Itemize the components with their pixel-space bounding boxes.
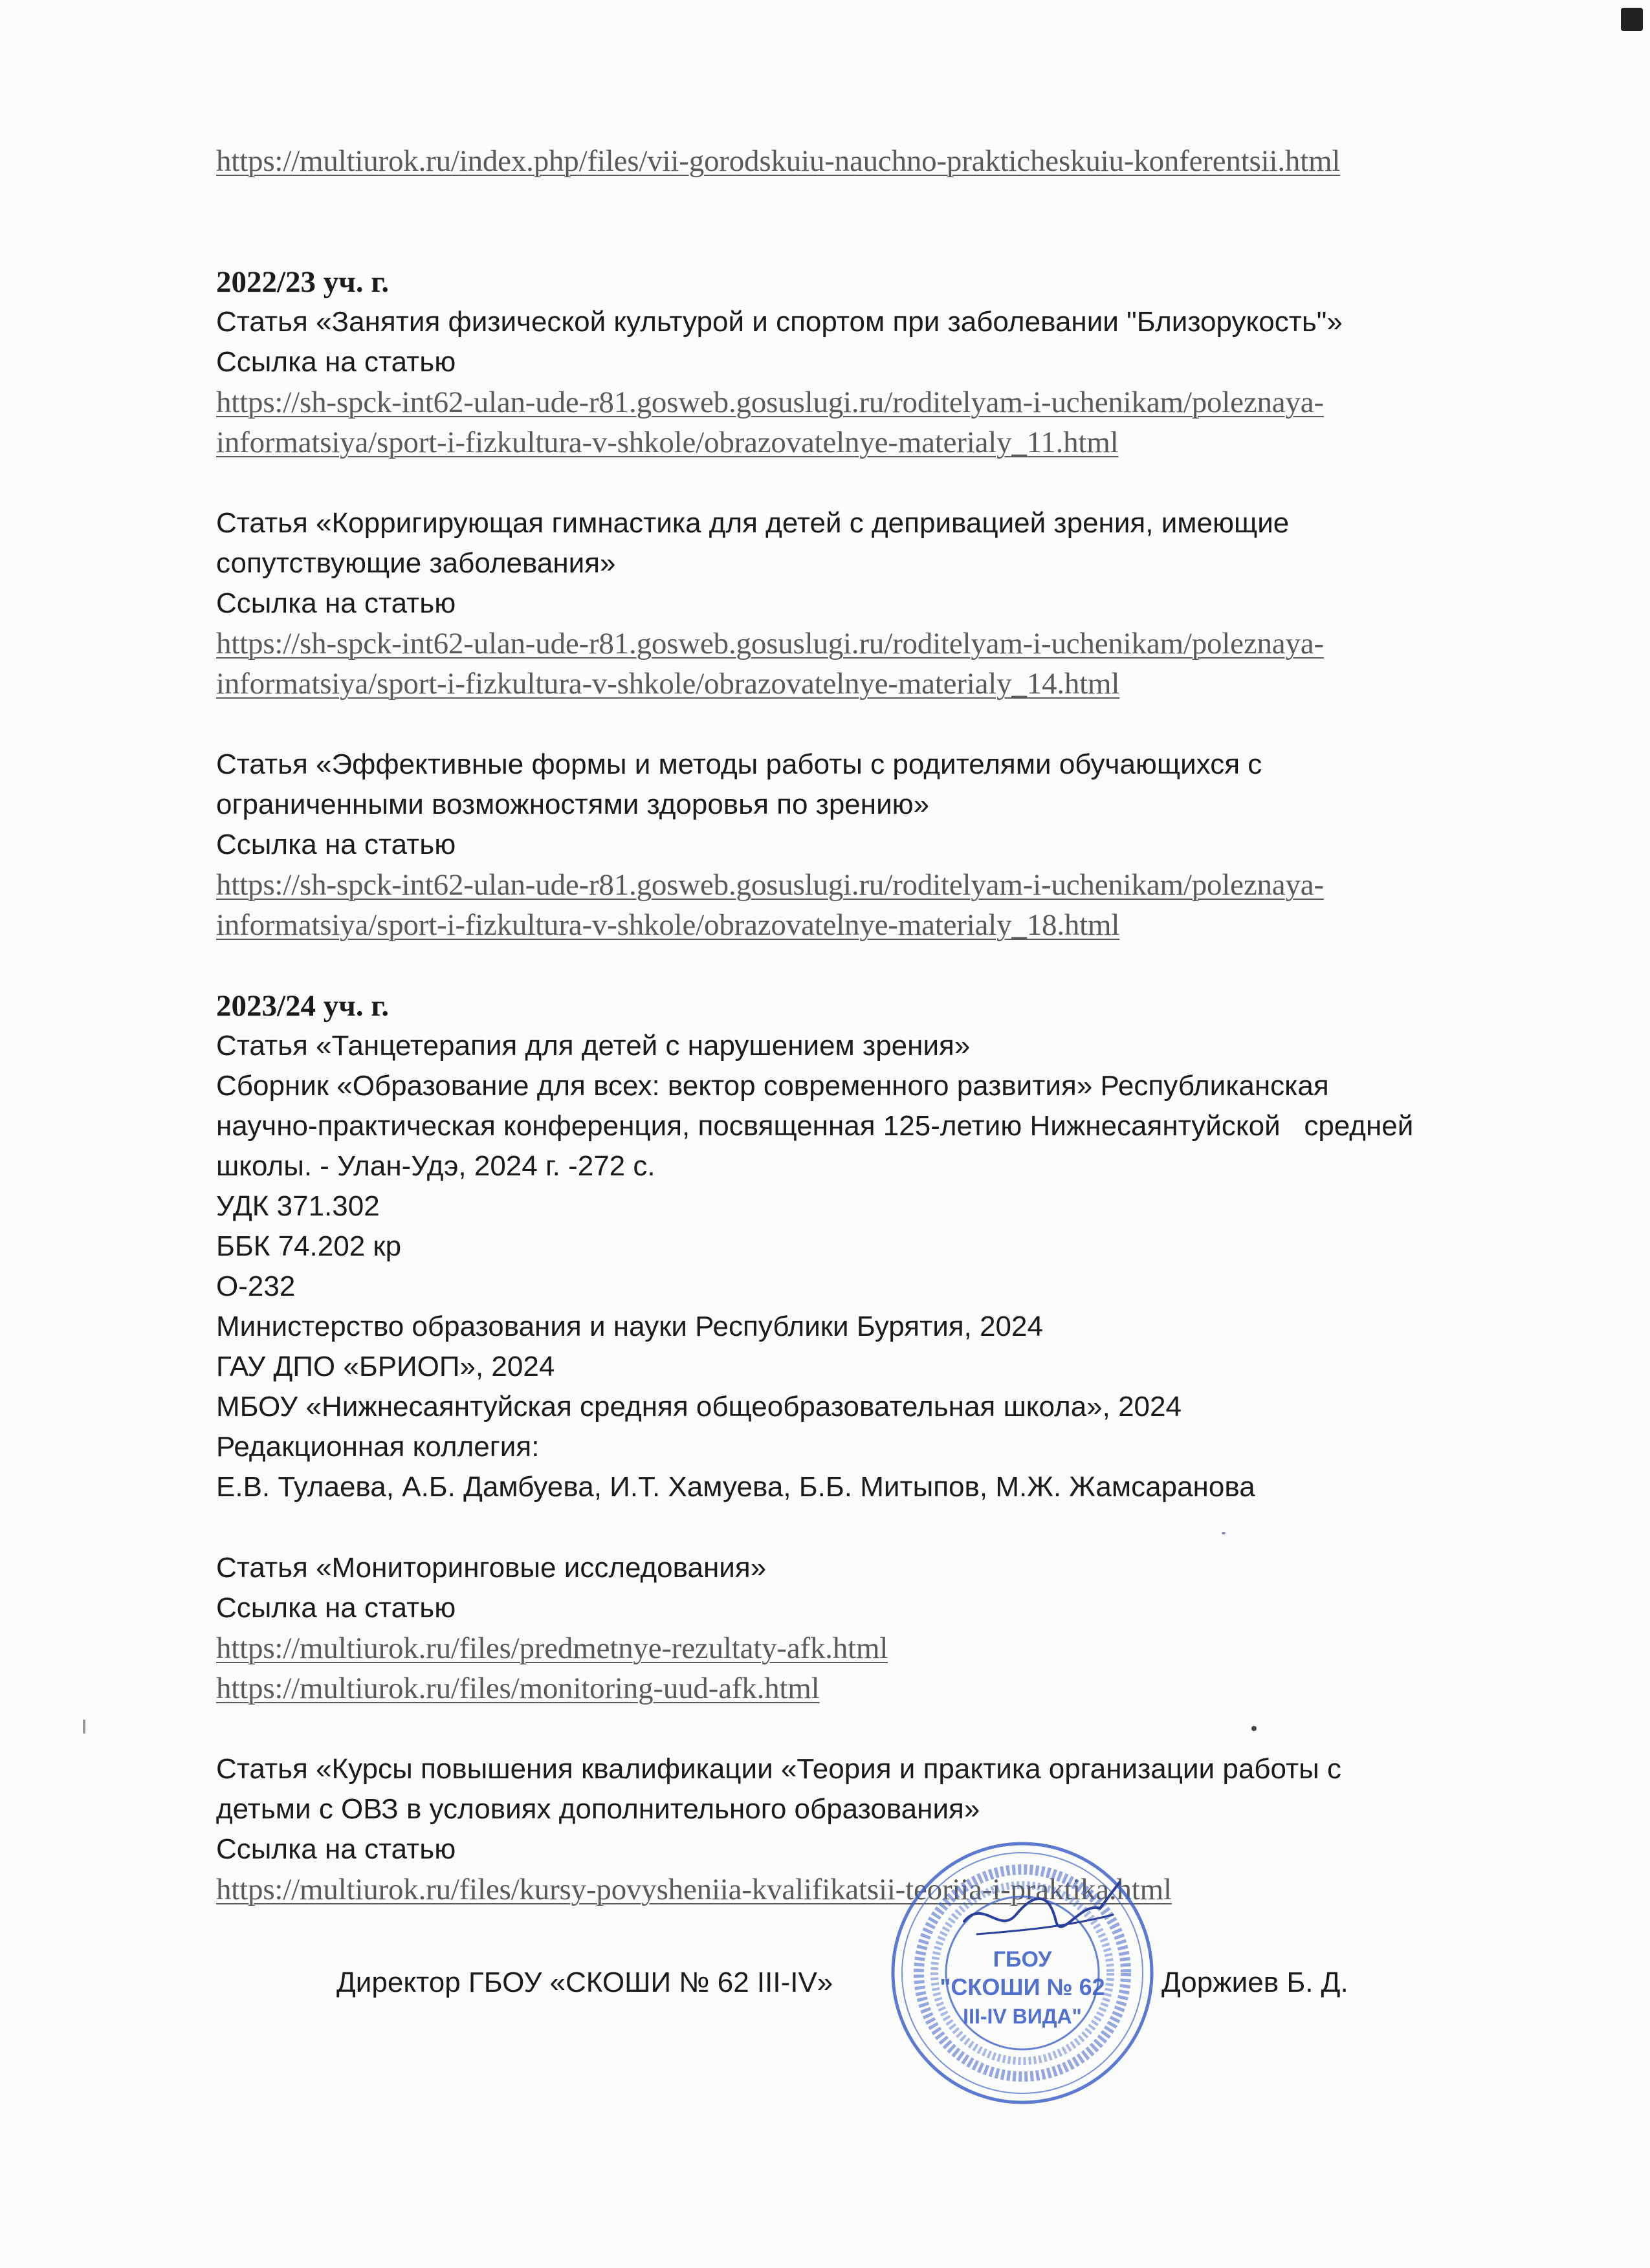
- text-line: Редакционная коллегия:: [216, 1431, 540, 1463]
- article-url[interactable]: informatsiya/sport-i-fizkultura-v-shkole/obrazovatelnye-materialy_14.html: [216, 667, 1120, 701]
- heading-2022: 2022/23 уч. г.: [216, 265, 390, 299]
- article-title: ограниченными возможностями здоровья по зрению»: [216, 789, 930, 820]
- top-link[interactable]: https://multiurok.ru/index.php/files/vii-gorodskuiu-nauchno-prakticheskuiu-konferentsii.html: [216, 144, 1341, 178]
- article-title: Статья «Занятия физической культурой и спортом при заболевании "Близорукость"»: [216, 306, 1343, 338]
- stamp-line: III-IV ВИДА": [963, 2005, 1082, 2028]
- text-line: Министерство образования и науки Республики Бурятия, 2024: [216, 1311, 1043, 1342]
- article-title: Статья «Курсы повышения квалификации «Теория и практика организации работы с: [216, 1753, 1342, 1785]
- stamp-line: "СКОШИ № 62: [940, 1974, 1105, 2000]
- article-title: сопутствующие заболевания»: [216, 547, 616, 579]
- scan-speck: [83, 1719, 85, 1734]
- text-line: О-232: [216, 1270, 296, 1302]
- article-url[interactable]: https://sh-spck-int62-ulan-ude-r81.gosweb.gosuslugi.ru/roditelyam-i-uchenikam/poleznaya-: [216, 868, 1324, 902]
- article-url[interactable]: https://multiurok.ru/files/kursy-povysheniia-kvalifikatsii-teoriia-i-praktika.html: [216, 1873, 1172, 1906]
- article-url[interactable]: https://multiurok.ru/files/monitoring-uud-afk.html: [216, 1672, 820, 1705]
- scan-speck: [1251, 1726, 1257, 1731]
- article-title: Статья «Корригирующая гимнастика для детей с депривацией зрения, имеющие: [216, 507, 1290, 539]
- article-url[interactable]: https://multiurok.ru/files/predmetnye-rezultaty-afk.html: [216, 1631, 888, 1665]
- stamp-line: ГБОУ: [993, 1947, 1052, 1972]
- article-title: Статья «Эффективные формы и методы работы с родителями обучающихся с: [216, 748, 1262, 780]
- article-url[interactable]: https://sh-spck-int62-ulan-ude-r81.gosweb.gosuslugi.ru/roditelyam-i-uchenikam/poleznaya-: [216, 386, 1324, 419]
- signature-row: [336, 1967, 1566, 2018]
- heading-2023: 2023/24 уч. г.: [216, 989, 390, 1023]
- text-line: МБОУ «Нижнесаянтуйская средняя общеобразовательная школа», 2024: [216, 1391, 1182, 1423]
- article-url[interactable]: informatsiya/sport-i-fizkultura-v-shkole/obrazovatelnye-materialy_18.html: [216, 908, 1120, 942]
- article-link-label: Ссылка на статью: [216, 346, 456, 378]
- article-url[interactable]: https://sh-spck-int62-ulan-ude-r81.gosweb.gosuslugi.ru/roditelyam-i-uchenikam/poleznaya-: [216, 627, 1324, 660]
- director-title: Директор ГБОУ «СКОШИ № 62 III-IV»: [336, 1967, 833, 1998]
- article-monitoring: [216, 1548, 1517, 1708]
- text-line: школы. - Улан-Удэ, 2024 г. -272 с.: [216, 1150, 655, 1182]
- scan-speck: [1222, 1532, 1226, 1534]
- article-link-label: Ссылка на статью: [216, 587, 456, 619]
- article-courses: [216, 1749, 1517, 1910]
- article-parents-work: [216, 745, 1517, 945]
- article-link-label: Ссылка на статью: [216, 1833, 456, 1865]
- article-link-label: Ссылка на статью: [216, 829, 456, 860]
- article-myopia: [216, 302, 1517, 463]
- text-line: научно-практическая конференция, посвященная 125-летию Нижнесаянтуйской средней: [216, 1110, 1414, 1142]
- text-line: Сборник «Образование для всех: вектор современного развития» Республиканская: [216, 1070, 1329, 1102]
- document-body: [216, 141, 1517, 1910]
- article-dance-therapy: [216, 1026, 1517, 1507]
- article-url[interactable]: informatsiya/sport-i-fizkultura-v-shkole/obrazovatelnye-materialy_11.html: [216, 426, 1119, 459]
- article-link-label: Ссылка на статью: [216, 1592, 456, 1624]
- text-line: Е.В. Тулаева, А.Б. Дамбуева, И.Т. Хамуева, Б.Б. Митыпов, М.Ж. Жамсаранова: [216, 1471, 1255, 1503]
- scan-mark: [1621, 8, 1643, 31]
- article-title: детьми с ОВЗ в условиях дополнительного образования»: [216, 1793, 980, 1825]
- text-line: ББК 74.202 кр: [216, 1230, 402, 1262]
- director-name: Доржиев Б. Д.: [1161, 1967, 1348, 1998]
- article-corrective-gymnastics: [216, 503, 1517, 704]
- text-line: ГАУ ДПО «БРИОП», 2024: [216, 1351, 555, 1382]
- text-line: Статья «Танцетерапия для детей с нарушением зрения»: [216, 1030, 971, 1062]
- article-title: Статья «Мониторинговые исследования»: [216, 1552, 767, 1584]
- text-line: УДК 371.302: [216, 1190, 380, 1222]
